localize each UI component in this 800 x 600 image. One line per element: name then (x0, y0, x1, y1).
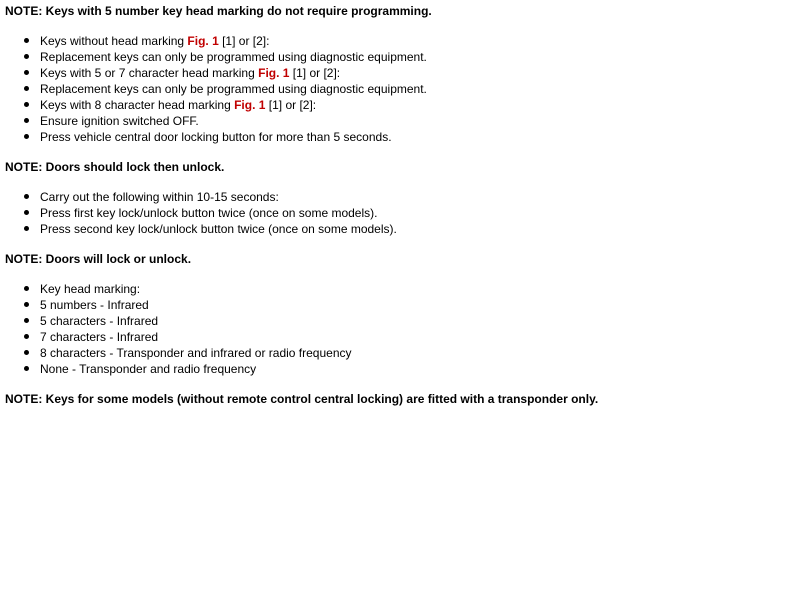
bullet-icon (24, 86, 29, 91)
bullet-icon (24, 210, 29, 215)
list-item: Replacement keys can only be programmed using diagnostic equipment. (5, 49, 800, 65)
bullet-icon (24, 38, 29, 43)
list-item: 8 characters - Transponder and infrared or radio frequency (5, 345, 800, 361)
bullet-icon (24, 334, 29, 339)
bullet-icon (24, 286, 29, 291)
bullet-icon (24, 70, 29, 75)
note-programming: NOTE: Keys with 5 number key head marking do not require programming. (5, 4, 432, 18)
list-item: Keys with 8 character head marking Fig. 1 [1] or [2]: (5, 97, 800, 113)
list-item: Press second key lock/unlock button twice (once on some models). (5, 221, 800, 237)
note-doors-will-lock: NOTE: Doors will lock or unlock. (5, 252, 192, 266)
note-transponder-only: NOTE: Keys for some models (without remote control central locking) are fitted with a transponder only. (5, 392, 599, 406)
list-item: Key head marking: (5, 281, 800, 297)
list-item: 5 numbers - Infrared (5, 297, 800, 313)
bullet-icon (24, 366, 29, 371)
list-item: Press first key lock/unlock button twice (once on some models). (5, 205, 800, 221)
list-item: Press vehicle central door locking button for more than 5 seconds. (5, 129, 800, 145)
bullet-icon (24, 226, 29, 231)
bullet-icon (24, 54, 29, 59)
bullet-icon (24, 302, 29, 307)
bullet-icon (24, 118, 29, 123)
list-item: Keys without head marking Fig. 1 [1] or [2]: (5, 33, 800, 49)
list-key-programming (5, 33, 800, 145)
list-item: Keys with 5 or 7 character head marking Fig. 1 [1] or [2]: (5, 65, 800, 81)
list-item: None - Transponder and radio frequency (5, 361, 800, 377)
fig-1-link[interactable]: Fig. 1 (187, 34, 219, 48)
fig-1-link[interactable]: Fig. 1 (258, 66, 290, 80)
list-key-head-marking (5, 281, 800, 377)
list-item: Replacement keys can only be programmed using diagnostic equipment. (5, 81, 800, 97)
bullet-icon (24, 134, 29, 139)
bullet-icon (24, 350, 29, 355)
list-item: 5 characters - Infrared (5, 313, 800, 329)
list-item: Carry out the following within 10-15 seconds: (5, 189, 800, 205)
bullet-icon (24, 102, 29, 107)
list-item: 7 characters - Infrared (5, 329, 800, 345)
bullet-icon (24, 318, 29, 323)
note-doors-lock-unlock: NOTE: Doors should lock then unlock. (5, 160, 225, 174)
list-key-sync (5, 189, 800, 237)
fig-1-link[interactable]: Fig. 1 (234, 98, 266, 112)
list-item: Ensure ignition switched OFF. (5, 113, 800, 129)
bullet-icon (24, 194, 29, 199)
